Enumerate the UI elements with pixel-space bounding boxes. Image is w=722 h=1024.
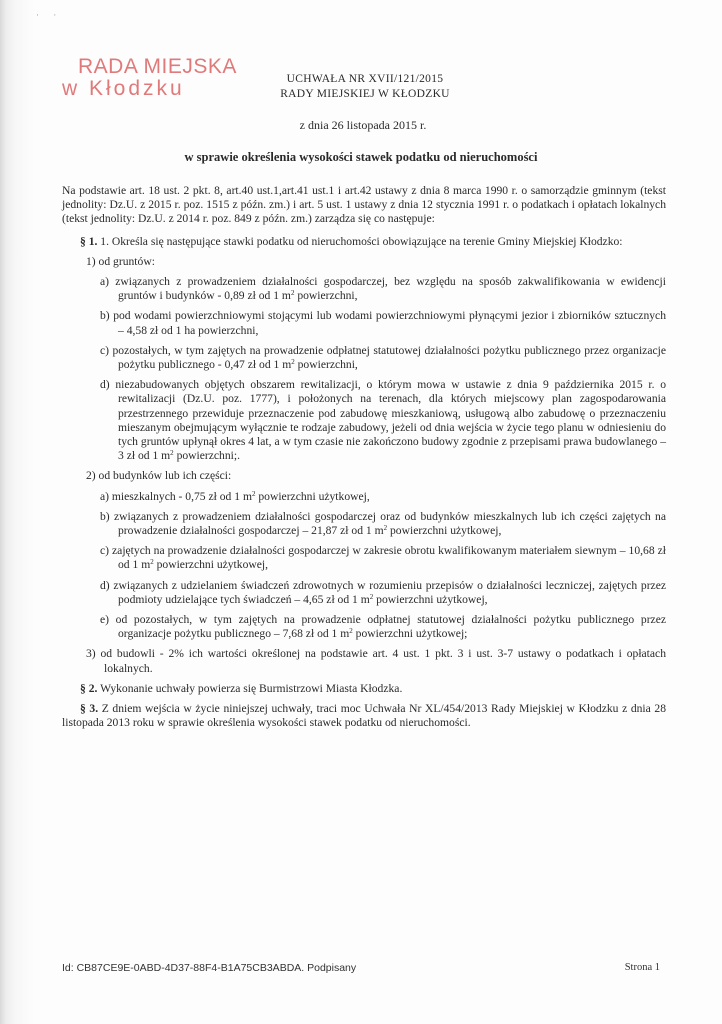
legal-basis-paragraph: Na podstawie art. 18 ust. 2 pkt. 8, art.40 ust.1,art.41 ust.1 i art.42 ustawy z dnia 8 marca 1990 r. o samorządzie gminnym (tekst jednolity: Dz.U. z 2015 r. poz. 1515 z późn. zm.) i art. 5 ust. 1 ustawy z dnia 12 stycznia 1991 r. o podatkach i opłatach lokalnych (tekst jednolity: Dz.U. z 2014 r. poz. 849 z późn. zm.) zarządza się co następuje: (62, 184, 666, 226)
superscript: 2 (150, 558, 154, 567)
point-2b-text: b) związanych z prowadzeniem działalności gospodarczej oraz od budynków mieszkalnych lub ich części zajętych na prowadzenie działalności gospodarczej – 21,87 zł od 1 m (100, 509, 666, 538)
point-2d-tail: powierzchni użytkowej, (373, 592, 488, 606)
section-3-label: § 3. (80, 702, 99, 716)
point-1b: b) pod wodami powierzchniowymi stojącymi lub wodami powierzchniowymi płynącymi jezior i zbiorników sztucznych – 4,58 zł od 1 ha powierzchni, (100, 309, 666, 337)
resolution-number: UCHWAŁA NR XVII/121/2015 (286, 73, 444, 85)
council-stamp (62, 56, 242, 100)
superscript: 2 (291, 358, 295, 367)
superscript: 2 (290, 289, 295, 298)
superscript: 2 (170, 449, 174, 458)
resolution-header (250, 72, 480, 102)
section-1-intro (62, 235, 666, 249)
document-id-footer: Id: CB87CE9E-0ABD-4D37-88F4-B1A75CB3ABDA. Podpisany (62, 962, 357, 974)
page-number: Strona 1 (624, 962, 660, 973)
section-1-intro-text: 1. Określa się następujące stawki podatku od nieruchomości obowiązujące na terenie Gminy Miejskiej Kłodzko: (100, 234, 623, 248)
point-1a (100, 275, 666, 303)
point-2b (100, 510, 666, 538)
section-1-label: § 1. (80, 234, 98, 248)
scan-specks: · · (36, 10, 63, 20)
resolution-subject: w sprawie określenia wysokości stawek podatku od nieruchomości (184, 150, 538, 164)
point-1d-text: d) niezabudowanych objętych obszarem rewitalizacji, o którym mowa w ustawie z dnia 9 października 2015 r. o rewitalizacji (Dz.U. poz. 1777), i położonych na terenach, dla których miejscowy plan zagospodarowania przestrzennego przewiduje przeznaczenie pod zabudowę mieszkaniową, usługową albo zabudowę o przeznaczeniu mieszanym obejmującym wyłącznie te rodzaje zabudowy, jeżeli od dnia wejścia w życie tego planu w odniesieniu do tych gruntów upłynął okres 4 lat, a w tym czasie nie zakończono budowy zgodnie z przepisami prawa budowlanego – 3 zł od 1 m (100, 378, 666, 463)
council-name: RADY MIEJSKIEJ W KŁODZKU (280, 88, 450, 100)
point-3: 3) od budowli - 2% ich wartości określonej na podstawie art. 4 ust. 1 pkt. 3 i ust. 3-7 ustawy o podatkach i opłatach lokalnych. (86, 647, 666, 675)
point-2c-tail: powierzchni użytkowej, (153, 558, 269, 572)
point-2d-text: d) związanych z udzielaniem świadczeń zdrowotnych w rozumieniu przepisów o działalności leczniczej, zajętych przez podmioty udzielające tych świadczeń – 4,65 zł od 1 m (100, 578, 666, 606)
stamp-line-2: w Kłodzku (62, 77, 185, 101)
point-1d (100, 378, 666, 463)
section-2 (62, 682, 666, 696)
point-2c-text: c) zajętych na prowadzenie działalności gospodarczej w zakresie obrotu kwalifikowanym materiałem siewnym – 10,68 zł od 1 m (100, 544, 666, 572)
superscript: 2 (383, 524, 388, 533)
point-2e-tail: powierzchni użytkowej; (352, 627, 468, 641)
section-3-text: Z dniem wejścia w życie niniejszej uchwały, traci moc Uchwała Nr XL/454/2013 Rady Miejskiej w Kłodzku z dnia 28 listopada 2013 roku w sprawie określenia wysokości stawek podatku od nieruchomości. (62, 702, 666, 730)
point-2a-text: a) mieszkalnych - 0,75 zł od 1 m (100, 489, 252, 503)
section-3 (62, 702, 666, 730)
point-2c (100, 544, 666, 572)
superscript: 2 (369, 592, 374, 601)
point-2a-tail: powierzchni użytkowej, (255, 489, 370, 503)
point-2-label: 2) od budynków lub ich części: (86, 469, 232, 483)
point-1-label: 1) od gruntów: (86, 254, 155, 268)
section-2-label: § 2. (80, 681, 98, 695)
point-2b-tail: powierzchni użytkowej, (387, 524, 502, 538)
point-2a (100, 490, 666, 504)
stamp-line-1: RADA MIEJSKA (78, 55, 237, 78)
point-2e (100, 613, 666, 641)
point-2e-text: e) od pozostałych, w tym zajętych na prowadzenie odpłatnej statutowej działalności pożytku publicznego przez organizacje pożytku publicznego – 7,68 zł od 1 m (100, 613, 666, 641)
point-1a-text: a) związanych z prowadzeniem działalności gospodarczej, bez względu na sposób zakwalifikowania w ewidencji gruntów i budynków - 0,89 zł od 1 m (100, 275, 666, 303)
superscript: 2 (349, 627, 353, 636)
point-1a-tail: powierzchni, (294, 289, 358, 303)
point-1c-text: c) pozostałych, w tym zajętych na prowadzenie odpłatnej statutowej działalności pożytku publicznego przez organizacje pożytku publicznego - 0,47 zł od 1 m (100, 343, 666, 372)
point-1c (100, 344, 666, 372)
point-1d-tail: powierzchni;. (173, 449, 240, 463)
superscript: 2 (251, 489, 256, 498)
point-1c-tail: powierzchni, (294, 358, 358, 372)
point-2d (100, 579, 666, 607)
resolution-date: z dnia 26 listopada 2015 r. (299, 118, 427, 132)
section-2-text: Wykonanie uchwały powierza się Burmistrzowi Miasta Kłodzka. (97, 681, 403, 695)
resolution-body (62, 184, 666, 737)
